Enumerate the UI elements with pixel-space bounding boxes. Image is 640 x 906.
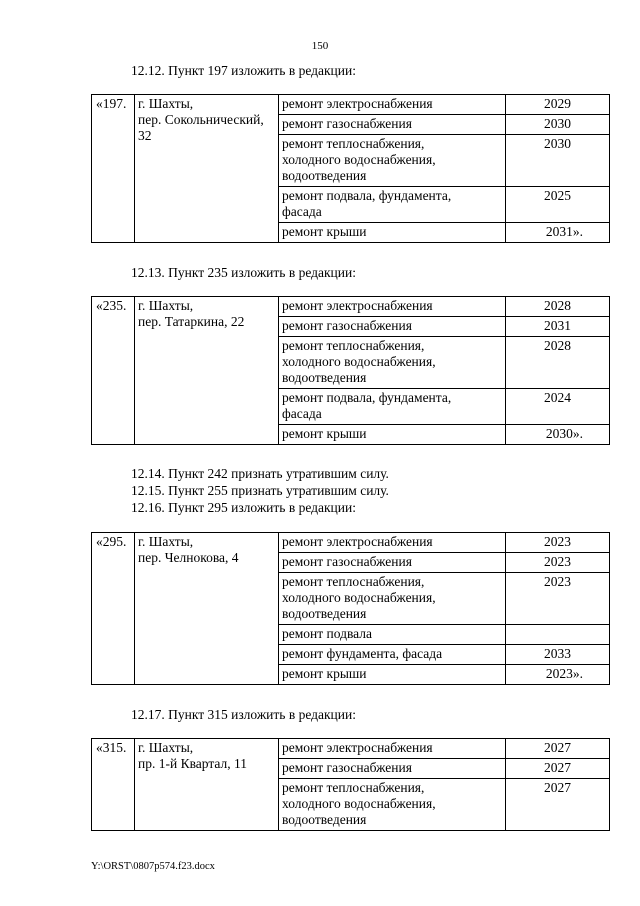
table-item-197 [91, 94, 610, 243]
work-type-cell [279, 317, 506, 337]
address-cell [135, 739, 279, 831]
address-cell [135, 95, 279, 243]
paragraph-12-12: 12.12. Пункт 197 изложить в редакции: [131, 63, 356, 78]
page-number: 150 [311, 40, 329, 52]
work-line: фасада [282, 406, 322, 421]
table-item-235 [91, 296, 610, 445]
work-type-cell [279, 739, 506, 759]
work-line: холодного водоснабжения, [282, 590, 436, 605]
year-cell: 2028 [506, 297, 610, 317]
table-item-295 [91, 532, 610, 685]
year-cell: 2024 [506, 389, 610, 425]
work-line: ремонт подвала [282, 626, 373, 641]
year-cell: 2025 [506, 187, 610, 223]
work-line: ремонт газоснабжения [282, 116, 412, 131]
address-cell [135, 533, 279, 685]
work-line: холодного водоснабжения, [282, 796, 436, 811]
work-line: ремонт электроснабжения [282, 534, 433, 549]
paragraph-12-13: 12.13. Пункт 235 изложить в редакции: [131, 265, 356, 280]
work-type-cell [279, 779, 506, 831]
table-item-315 [91, 738, 610, 831]
year-cell: 2027 [506, 759, 610, 779]
work-type-cell [279, 759, 506, 779]
year-cell: 2027 [506, 739, 610, 759]
address-line: 32 [138, 128, 152, 143]
work-line: фасада [282, 204, 322, 219]
item-number-cell: «197. [92, 95, 135, 243]
work-line: ремонт теплоснабжения, [282, 574, 425, 589]
work-line: ремонт подвала, фундамента, [282, 188, 452, 203]
work-type-cell [279, 115, 506, 135]
work-line: ремонт крыши [282, 426, 367, 441]
year-cell: 2031». [506, 223, 610, 243]
work-line: ремонт крыши [282, 224, 367, 239]
address-line: г. Шахты, [138, 740, 194, 755]
work-type-cell [279, 573, 506, 625]
address-line: пер. Татаркина, 22 [138, 314, 245, 329]
work-line: ремонт электроснабжения [282, 298, 433, 313]
address-line: г. Шахты, [138, 96, 194, 111]
year-cell: 2030 [506, 115, 610, 135]
work-line: ремонт подвала, фундамента, [282, 390, 452, 405]
work-type-cell [279, 665, 506, 685]
paragraph-12-14: 12.14. Пункт 242 признать утратившим силу. [131, 466, 389, 481]
year-cell [506, 625, 610, 645]
table-row [92, 95, 610, 115]
address-line: пр. 1-й Квартал, 11 [138, 756, 247, 771]
paragraph-12-16: 12.16. Пункт 295 изложить в редакции: [131, 500, 356, 515]
work-type-cell [279, 337, 506, 389]
work-type-cell [279, 223, 506, 243]
work-line: ремонт электроснабжения [282, 96, 433, 111]
address-line: пер. Челнокова, 4 [138, 550, 239, 565]
work-line: водоотведения [282, 168, 367, 183]
work-type-cell [279, 625, 506, 645]
work-line: ремонт теплоснабжения, [282, 780, 425, 795]
year-cell: 2030». [506, 425, 610, 445]
table-row [92, 739, 610, 759]
work-line: ремонт электроснабжения [282, 740, 433, 755]
work-type-cell [279, 553, 506, 573]
year-cell: 2023 [506, 533, 610, 553]
address-line: г. Шахты, [138, 534, 194, 549]
year-cell: 2031 [506, 317, 610, 337]
work-line: водоотведения [282, 812, 367, 827]
work-line: ремонт газоснабжения [282, 760, 412, 775]
work-type-cell [279, 95, 506, 115]
address-line: г. Шахты, [138, 298, 194, 313]
work-type-cell [279, 135, 506, 187]
work-line: ремонт фундамента, фасада [282, 646, 443, 661]
year-cell: 2027 [506, 779, 610, 831]
work-line: водоотведения [282, 370, 367, 385]
year-cell: 2023 [506, 553, 610, 573]
paragraph-12-15: 12.15. Пункт 255 признать утратившим силу. [131, 483, 389, 498]
work-type-cell [279, 297, 506, 317]
year-cell: 2029 [506, 95, 610, 115]
work-line: холодного водоснабжения, [282, 354, 436, 369]
file-path-footer: Y:\ORST\0807p574.f23.docx [91, 861, 215, 872]
address-cell [135, 297, 279, 445]
year-cell: 2033 [506, 645, 610, 665]
year-cell: 2030 [506, 135, 610, 187]
address-line: пер. Сокольнический, [138, 112, 264, 127]
year-cell: 2028 [506, 337, 610, 389]
work-line: ремонт газоснабжения [282, 318, 412, 333]
paragraph-12-17: 12.17. Пункт 315 изложить в редакции: [131, 707, 356, 722]
work-type-cell [279, 425, 506, 445]
table-row [92, 533, 610, 553]
work-line: ремонт теплоснабжения, [282, 136, 425, 151]
item-number-cell: «315. [92, 739, 135, 831]
year-cell: 2023 [506, 573, 610, 625]
work-type-cell [279, 187, 506, 223]
work-line: холодного водоснабжения, [282, 152, 436, 167]
work-line: ремонт газоснабжения [282, 554, 412, 569]
item-number-cell: «235. [92, 297, 135, 445]
work-type-cell [279, 533, 506, 553]
work-type-cell [279, 645, 506, 665]
table-row [92, 297, 610, 317]
work-line: ремонт крыши [282, 666, 367, 681]
year-cell: 2023». [506, 665, 610, 685]
work-line: водоотведения [282, 606, 367, 621]
work-line: ремонт теплоснабжения, [282, 338, 425, 353]
item-number-cell: «295. [92, 533, 135, 685]
work-type-cell [279, 389, 506, 425]
